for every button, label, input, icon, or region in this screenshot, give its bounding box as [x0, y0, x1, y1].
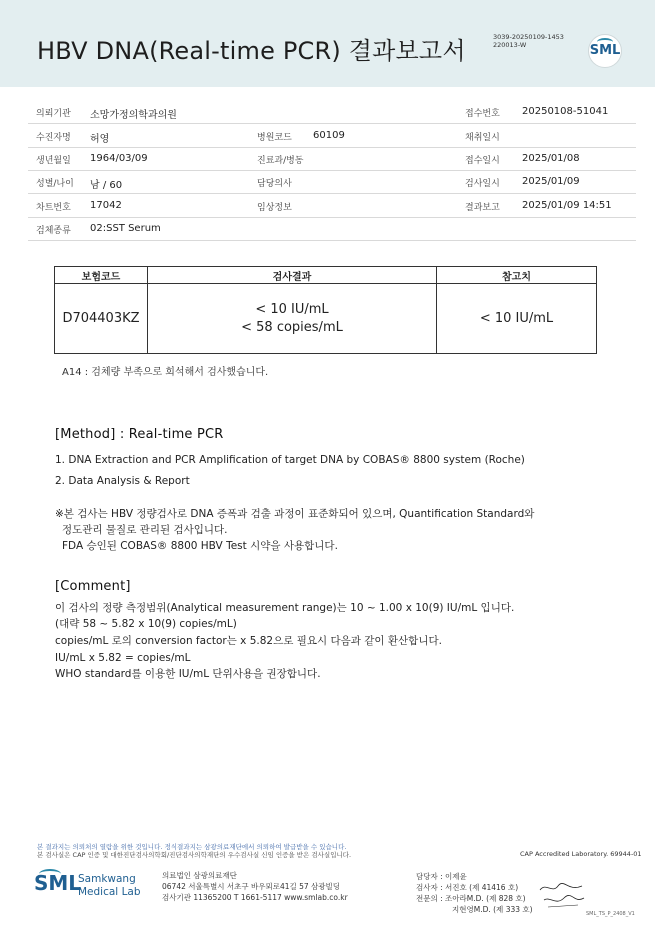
test-date-value: 2025/01/09: [522, 176, 580, 187]
info-row-specimen: [28, 217, 636, 241]
logo-name-2: Medical Lab: [78, 886, 141, 898]
test-date-label: 검사일시: [465, 179, 500, 189]
sml-badge-logo: [588, 34, 622, 68]
reference-cell: < 10 IU/mL: [437, 284, 597, 354]
comment-line-1: 이 검사의 정량 측정범위(Analytical measurement range)는 10 ~ 1.00 x 10(9) IU/mL 입니다.: [55, 602, 515, 614]
logo-name-1: Samkwang: [78, 873, 136, 885]
staff-block: [416, 871, 533, 915]
result-table: [54, 266, 597, 354]
receipt-date-label: 접수일시: [465, 156, 500, 166]
sml-badge-text: SML: [589, 43, 621, 58]
sex-age-value: 남 / 60: [90, 180, 123, 191]
insurance-code-cell: D704403KZ: [55, 284, 148, 354]
comment-line-3: copies/mL 로의 conversion factor는 x 5.82으로 필요시 다음과 같이 환산합니다.: [55, 635, 442, 647]
lab-address: [162, 870, 348, 903]
header-reference: 참고치: [437, 267, 597, 284]
patient-value: 허영: [90, 134, 110, 145]
method-remark-3: FDA 승인된 COBAS® 8800 HBV Test 시약을 사용합니다.: [62, 540, 338, 552]
receipt-no-value: 20250108-51041: [522, 106, 609, 117]
result-table-header-row: [55, 267, 597, 284]
result-copies-value: < 58 copies/mL: [241, 319, 343, 335]
staff-line-1: 담당자 : 이제윤: [416, 872, 467, 881]
result-iu-value: < 10 IU/mL: [255, 301, 329, 317]
method-step-1: 1. DNA Extraction and PCR Amplification of target DNA by COBAS® 8800 system (Roche): [55, 454, 525, 466]
department-label: 진료과/병동: [257, 156, 304, 166]
document-number-line2: 220013-W: [493, 41, 527, 49]
collection-date-label: 채취일시: [465, 133, 500, 143]
report-date-value: 2025/01/09 14:51: [522, 200, 612, 211]
specimen-value: 02:SST Serum: [90, 223, 161, 234]
receipt-date-value: 2025/01/08: [522, 153, 580, 164]
specimen-label: 검체종류: [36, 226, 71, 236]
institution-value: 소망가정의학과의원: [90, 110, 177, 121]
sex-age-label: 성별/나이: [36, 179, 74, 189]
document-number-line1: 3039-20250109-1453: [493, 33, 564, 41]
patient-label: 수진자명: [36, 133, 71, 143]
samkwang-logo: [34, 869, 154, 903]
footer-notice-1: 본 결과지는 의뢰처의 열람을 위한 것입니다. 정식결과지는 삼광의료재단에서 의뢰하여 발급받을 수 있습니다.: [37, 843, 347, 851]
dilution-note: A14 : 검체량 부족으로 희석해서 검사했습니다.: [62, 367, 269, 378]
method-step-2: 2. Data Analysis & Report: [55, 475, 190, 487]
method-remark-1: ※본 검사는 HBV 정량검사로 DNA 증폭과 검출 과정이 표준화되어 있으며, Quantification Standard와: [55, 508, 535, 520]
footer-notice-2: 본 검사실은 CAP 인증 및 대한진단검사의학회/진단검사의학재단의 우수검사실 신임 인증을 받은 검사실입니다.: [37, 851, 352, 859]
staff-line-4: 지현영M.D. (제 333 호): [452, 905, 533, 914]
dob-label: 생년월일: [36, 156, 71, 166]
result-table-row: [55, 284, 597, 354]
dob-value: 1964/03/09: [90, 153, 148, 164]
cap-accreditation: CAP Accredited Laboratory. 69944-01: [520, 850, 642, 858]
doctor-label: 담당의사: [257, 179, 292, 189]
address-line-3: 검사기관 11365200 T 1661-5117 www.smlab.co.kr: [162, 893, 348, 902]
info-row-patient: [28, 124, 636, 148]
report-title: HBV DNA(Real-time PCR) 결과보고서: [37, 37, 466, 65]
test-result-cell: [148, 284, 437, 354]
clinical-info-label: 임상정보: [257, 203, 292, 213]
info-row-sex-age: [28, 170, 636, 194]
info-row-chart: [28, 194, 636, 218]
hospital-code-value: 60109: [313, 130, 345, 141]
receipt-no-label: 접수번호: [465, 109, 500, 119]
comment-line-5: WHO standard를 이용한 IU/mL 단위사용을 권장합니다.: [55, 668, 321, 680]
header-test-result: 검사결과: [148, 267, 437, 284]
method-remark-2: 정도관리 물질로 관리된 검사입니다.: [62, 524, 228, 536]
comment-heading: [Comment]: [55, 579, 131, 594]
info-row-institution: [28, 100, 636, 124]
institution-label: 의뢰기관: [36, 109, 71, 119]
comment-line-2: (대략 58 ~ 5.82 x 10(9) copies/mL): [55, 618, 237, 630]
comment-line-4: IU/mL x 5.82 = copies/mL: [55, 652, 191, 664]
staff-line-3: 전문의 : 조아라M.D. (제 828 호): [416, 894, 526, 903]
info-row-dob: [28, 147, 636, 171]
form-version: SML_TS_P_2408_V1: [586, 911, 635, 917]
method-heading: [Method] : Real-time PCR: [55, 427, 224, 442]
signature-image: [538, 880, 588, 910]
document-number: [493, 33, 564, 49]
staff-line-2: 검사자 : 서진호 (제 41416 호): [416, 883, 519, 892]
report-date-label: 결과보고: [465, 203, 500, 213]
chart-no-value: 17042: [90, 200, 122, 211]
hospital-code-label: 병원코드: [257, 133, 292, 143]
header-insurance-code: 보험코드: [55, 267, 148, 284]
logo-mark: SML: [34, 871, 82, 895]
address-line-1: 의료법인 삼광의료재단: [162, 871, 237, 880]
address-line-2: 06742 서울특별시 서초구 바우뫼로41길 57 삼광빌딩: [162, 882, 341, 891]
chart-no-label: 차트번호: [36, 203, 71, 213]
